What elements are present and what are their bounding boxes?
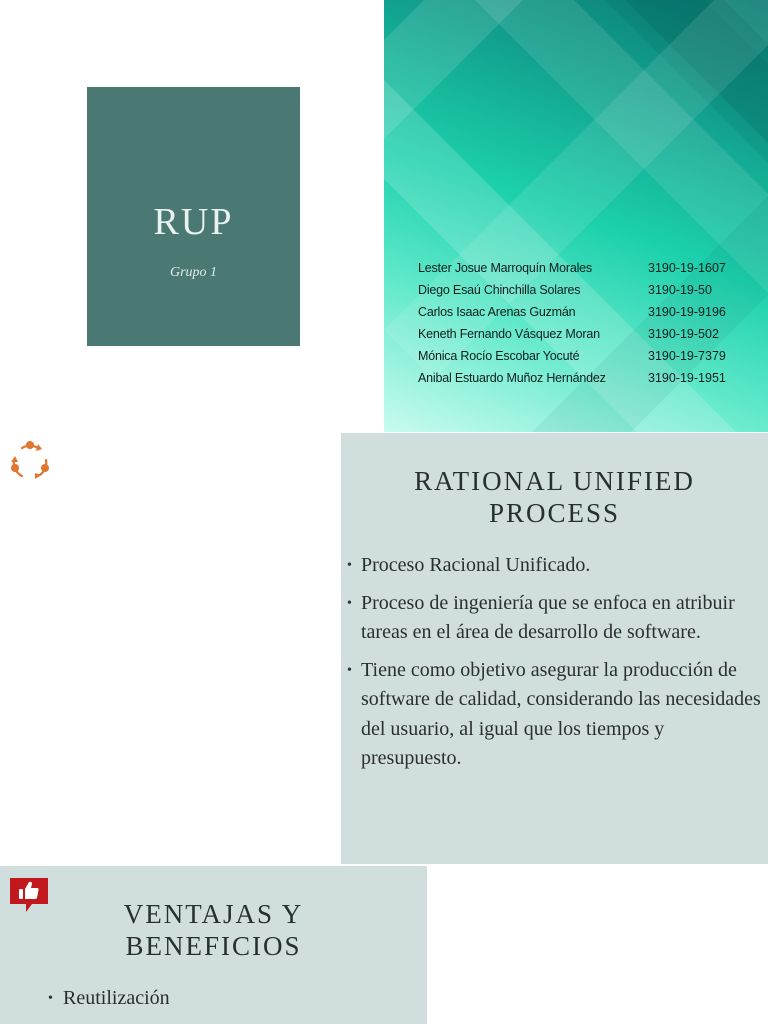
members-list [418,257,758,389]
member-row [418,323,758,345]
member-name: Keneth Fernando Vásquez Moran [418,327,600,341]
benefits-heading-line2: BENEFICIOS [125,931,302,961]
thumbs-up-icon [8,876,50,914]
benefits-heading-line1: VENTAJAS Y [123,899,304,929]
title-card [87,87,300,346]
benefits-bullet-list [48,984,170,1013]
member-id: 3190-19-1951 [648,371,726,385]
cycle-arrows-icon [8,440,52,484]
presentation-subtitle: Grupo 1 [169,265,218,280]
member-id: 3190-19-1607 [648,261,726,275]
member-row [418,345,758,367]
member-id: 3190-19-50 [648,283,712,297]
list-item: • Proceso Racional Unificado. [347,551,761,581]
rup-bullet-list [347,551,761,782]
list-item: • Proceso de ingeniería que se enfoca en atribuir tareas en el área de desarrollo de software. [347,589,761,648]
member-id: 3190-19-9196 [648,305,726,319]
list-item: • Tiene como objetivo asegurar la producción de software de calidad, considerando las necesidades del usuario, al igual que los tiempos y presupuesto. [347,656,761,774]
rup-heading [341,465,768,529]
member-name: Lester Josue Marroquín Morales [418,261,592,275]
rup-slide-panel [341,433,768,864]
list-item: • Reutilización [48,984,170,1013]
members-panel [384,0,768,432]
member-row [418,257,758,279]
member-row [418,279,758,301]
member-name: Diego Esaú Chinchilla Solares [418,283,581,297]
benefits-heading [0,898,427,962]
member-name: Anibal Estuardo Muñoz Hernández [418,371,606,385]
member-id: 3190-19-502 [648,327,719,341]
presentation-title: RUP [153,201,234,243]
member-id: 3190-19-7379 [648,349,726,363]
member-row [418,301,758,323]
rup-heading-line2: PROCESS [488,498,621,528]
member-name: Carlos Isaac Arenas Guzmán [418,305,576,319]
member-row [418,367,758,389]
rup-heading-line1: RATIONAL UNIFIED [414,466,695,496]
member-name: Mónica Rocío Escobar Yocuté [418,349,580,363]
